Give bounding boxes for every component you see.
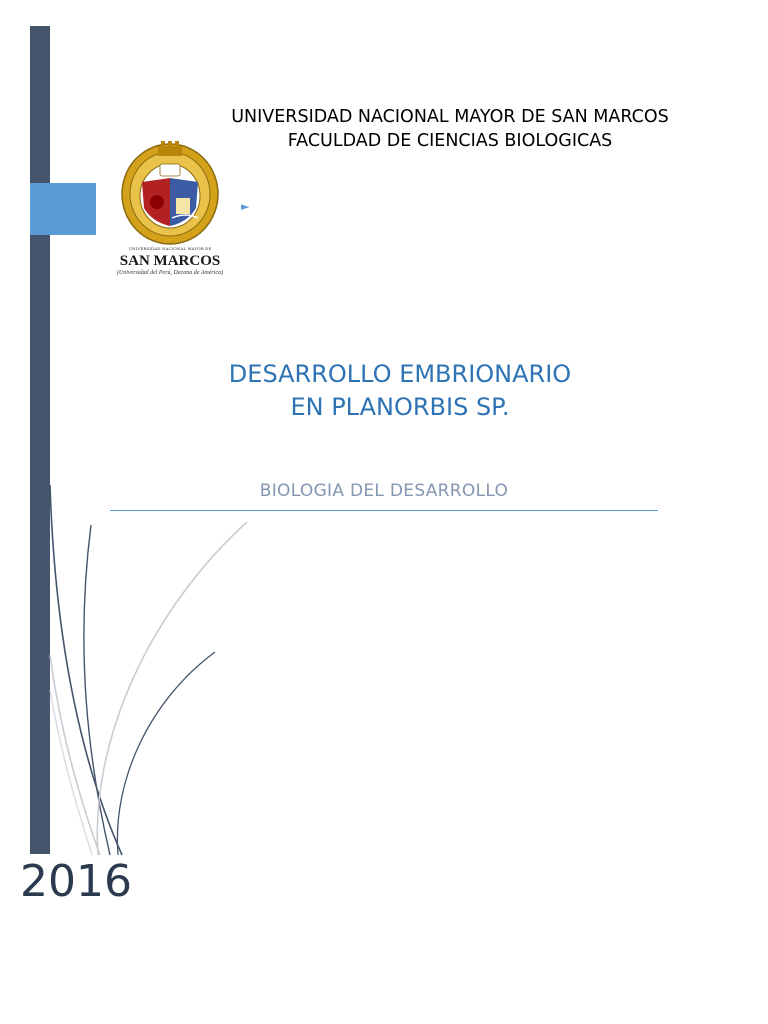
document-title [150, 358, 650, 424]
logo-name: SAN MARCOS [119, 253, 221, 269]
title-line-1: DESARROLLO EMBRIONARIO [228, 360, 572, 388]
university-logo [112, 138, 228, 280]
arrow-bullet-icon: ► [241, 200, 250, 213]
logo-university-text: UNIVERSIDAD NACIONAL MAYOR DE [128, 246, 212, 251]
institution-header [230, 105, 670, 153]
curve [50, 485, 122, 855]
university-name: UNIVERSIDAD NACIONAL MAYOR DE SAN MARCOS [231, 107, 669, 127]
subtitle-divider [110, 510, 658, 511]
document-year: 2016 [20, 856, 132, 907]
university-seal-icon [112, 138, 228, 246]
curve [84, 525, 110, 855]
logo-motto: (Universidad del Perú, Decana de América) [116, 270, 224, 276]
title-line-2: EN PLANORBIS SP. [290, 393, 510, 421]
curve [50, 690, 92, 855]
faculty-name: FACULDAD DE CIENCIAS BIOLOGICAS [287, 131, 613, 151]
document-subtitle: BIOLOGIA DEL DESARROLLO [259, 481, 509, 501]
